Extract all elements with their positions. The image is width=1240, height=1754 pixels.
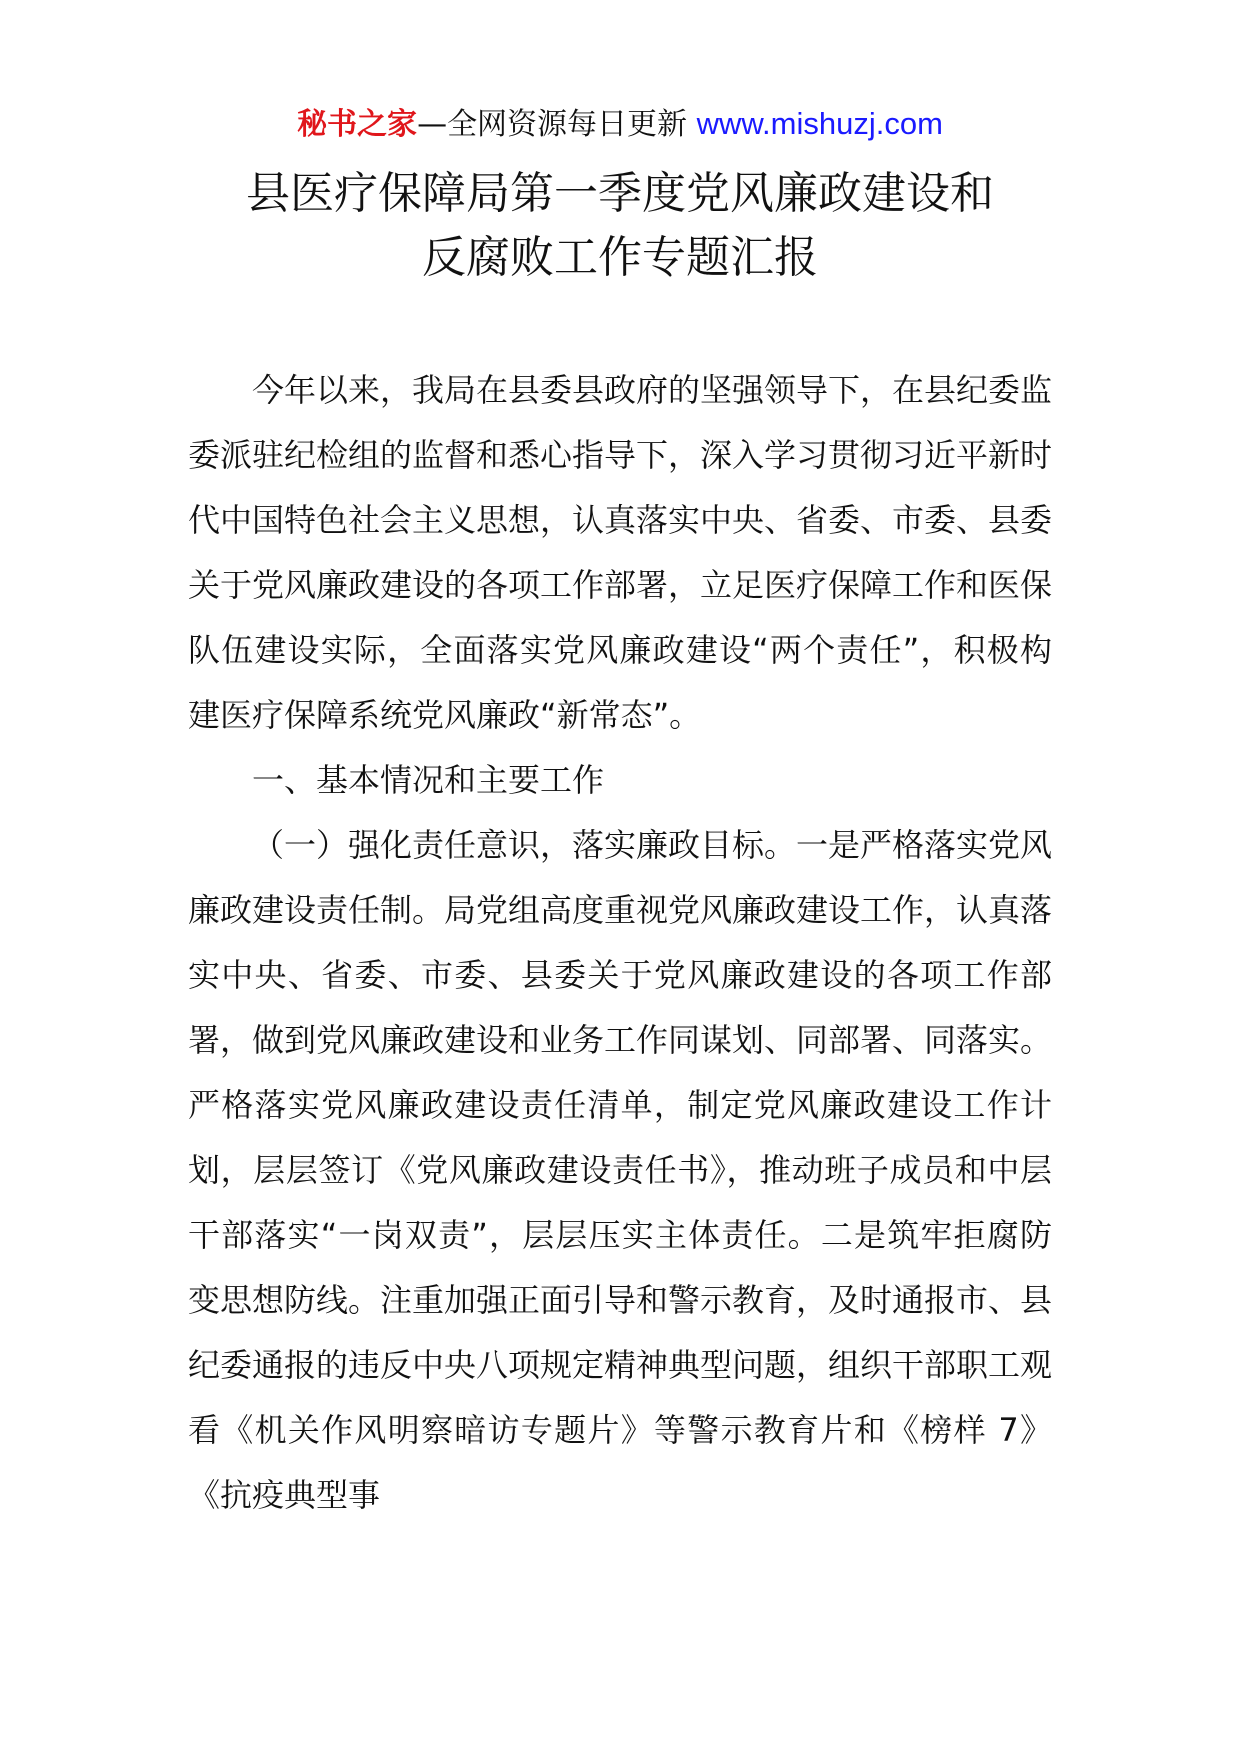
document-body [188,358,1052,1528]
document-title-line-2: 反腐败工作专题汇报 [422,232,818,283]
body-paragraph: （一）强化责任意识，落实廉政目标。一是严格落实党风廉政建设责任制。局党组高度重视党风廉政建设工作，认真落实中央、省委、市委、县委关于党风廉政建设的各项工作部署，做到党风廉政建设和业务工作同谋划、同部署、同落实。严格落实党风廉政建设责任清单，制定党风廉政建设工作计划，层层签订《党风廉政建设责任书》，推动班子成员和中层干部落实“一岗双责”，层层压实主体责任。二是筑牢拒腐防变思想防线。注重加强正面引导和警示教育，及时通报市、县纪委通报的违反中央八项规定精神典型问题，组织干部职工观看《机关作风明察暗访专题片》等警示教育片和《榜样 7》《抗疫典型事 [188,826,1053,1514]
document-title [0,162,1240,290]
section-heading: 一、基本情况和主要工作 [252,761,605,799]
document-title-line-1: 县医疗保障局第一季度党风廉政建设和 [246,168,994,219]
intro-paragraph: 今年以来，我局在县委县政府的坚强领导下，在县纪委监委派驻纪检组的监督和悉心指导下，深入学习贯彻习近平新时代中国特色社会主义思想，认真落实中央、省委、市委、县委关于党风廉政建设的各项工作部署，立足医疗保障工作和医保队伍建设实际，全面落实党风廉政建设“两个责任”，积极构建医疗保障系统党风廉政“新常态”。 [188,371,1053,734]
site-url-link[interactable]: www.mishuzj.com [696,106,943,141]
site-slogan: —全网资源每日更新 [417,107,697,142]
site-brand: 秘书之家 [297,107,418,142]
site-header [0,104,1240,145]
